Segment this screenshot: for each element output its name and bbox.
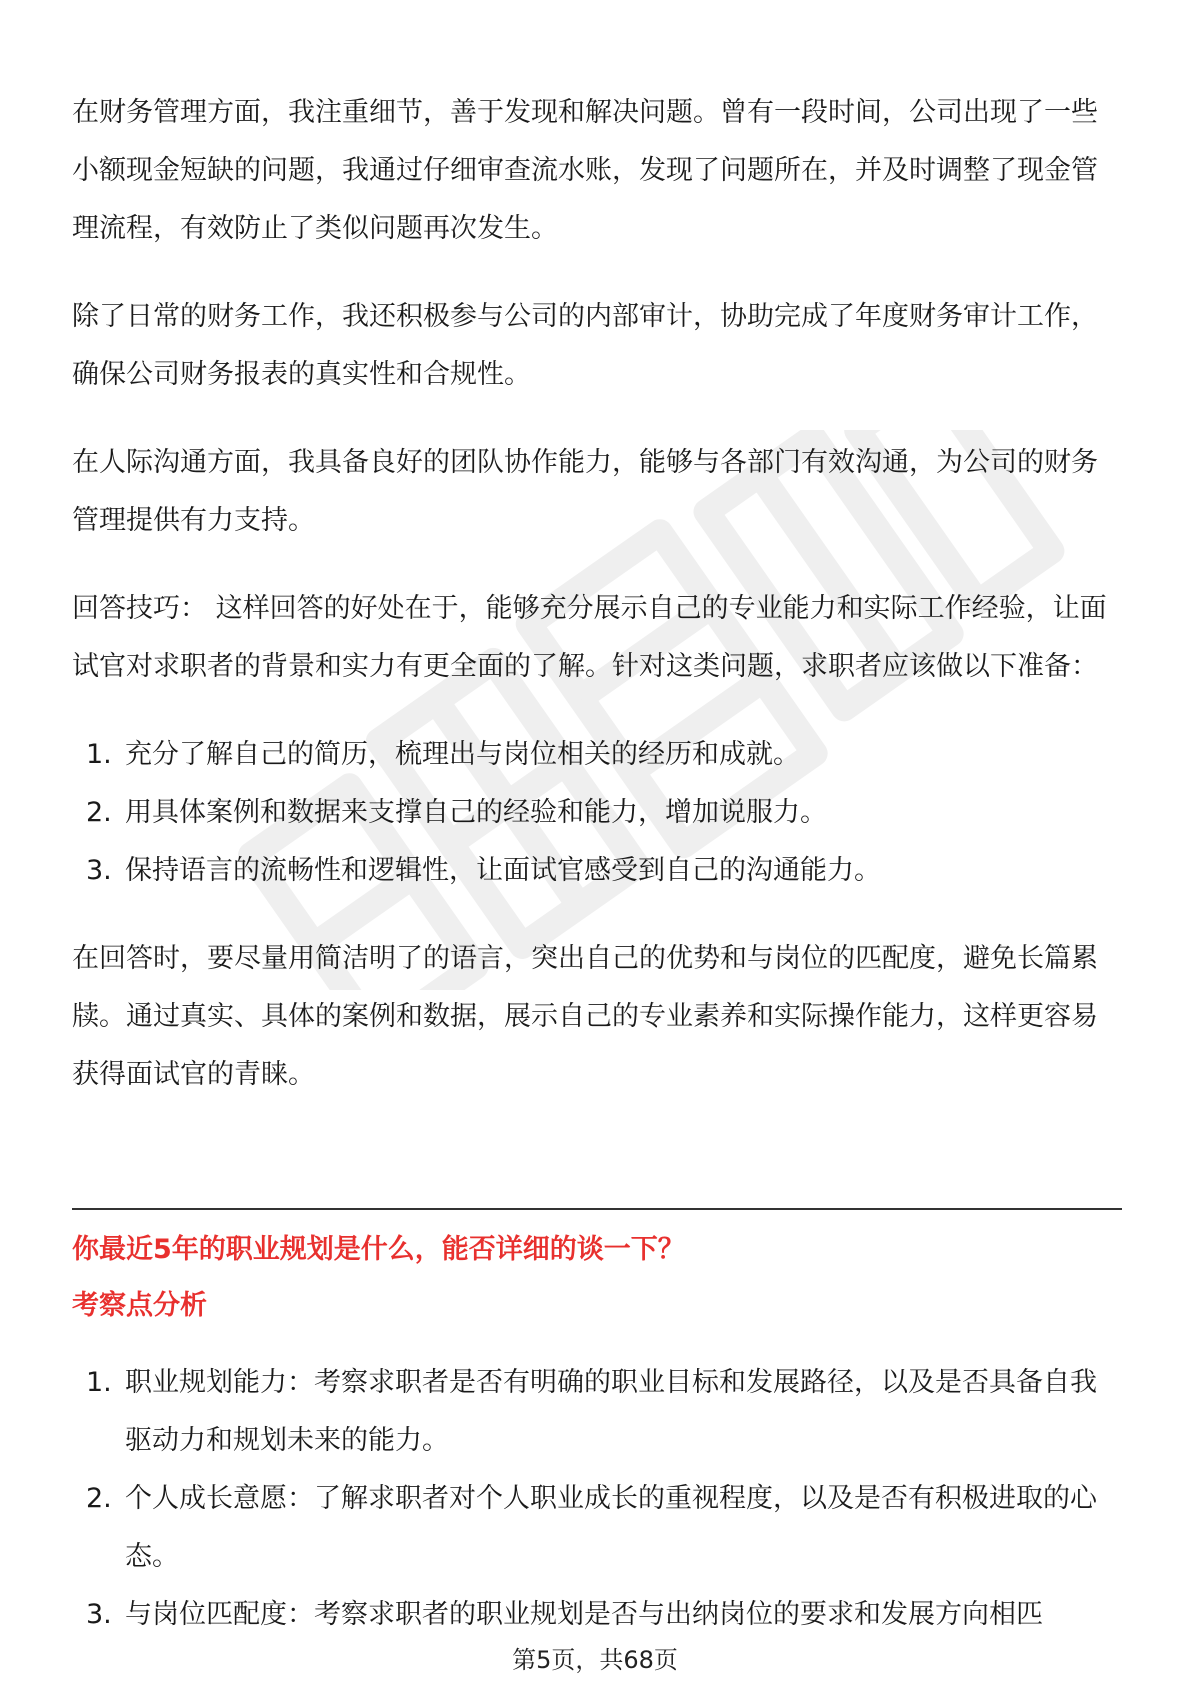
list-text: 与岗位匹配度：考察求职者的职业规划是否与出纳岗位的要求和发展方向相匹 [125, 1599, 1043, 1630]
list-number: 2. [86, 797, 112, 828]
section-divider [72, 1208, 1122, 1210]
question-section [72, 1222, 1122, 1674]
analysis-list [72, 1354, 1122, 1644]
list-item [72, 842, 1122, 900]
paragraph-closing: 在回答时，要尽量用简洁明了的语言，突出自己的优势和与岗位的匹配度，避免长篇累牍。通过真实、具体的案例和数据，展示自己的专业素养和实际操作能力，这样更容易获得面试官的青睐。 [72, 943, 1098, 1090]
page-body [72, 84, 1122, 1134]
paragraph-internal-audit: 除了日常的财务工作，我还积极参与公司的内部审计，协助完成了年度财务审计工作，确保公司财务报表的真实性和合规性。 [72, 301, 1098, 390]
paragraph-communication: 在人际沟通方面，我具备良好的团队协作能力，能够与各部门有效沟通，为公司的财务管理提供有力支持。 [72, 447, 1098, 536]
list-item [72, 726, 1122, 784]
list-item [72, 1586, 1122, 1644]
list-text: 保持语言的流畅性和逻辑性，让面试官感受到自己的沟通能力。 [125, 855, 881, 886]
list-item [72, 784, 1122, 842]
list-number: 3. [86, 855, 112, 886]
list-number: 2. [86, 1483, 112, 1514]
list-text: 充分了解自己的简历，梳理出与岗位相关的经历和成就。 [125, 739, 800, 770]
paragraph-finance-detail: 在财务管理方面，我注重细节，善于发现和解决问题。曾有一段时间，公司出现了一些小额现金短缺的问题，我通过仔细审查流水账，发现了问题所在，并及时调整了现金管理流程，有效防止了类似问题再次发生。 [72, 97, 1098, 244]
list-text: 职业规划能力：考察求职者是否有明确的职业目标和发展路径，以及是否具备自我驱动力和规划未来的能力。 [125, 1367, 1097, 1456]
list-number: 1. [86, 739, 112, 770]
list-item [72, 1470, 1122, 1586]
list-text: 用具体案例和数据来支撑自己的经验和能力，增加说服力。 [125, 797, 827, 828]
paragraph-answer-tips: 回答技巧： 这样回答的好处在于，能够充分展示自己的专业能力和实际工作经验，让面试官对求职者的背景和实力有更全面的了解。针对这类问题，求职者应该做以下准备： [72, 593, 1107, 682]
list-text: 个人成长意愿：了解求职者对个人职业成长的重视程度，以及是否有积极进取的心态。 [125, 1483, 1097, 1572]
list-number: 1. [86, 1367, 112, 1398]
list-item [72, 1354, 1122, 1470]
question-heading: 你最近5年的职业规划是什么，能否详细的谈一下？ [72, 1234, 685, 1265]
tips-list [72, 726, 1122, 900]
analysis-heading: 考察点分析 [72, 1290, 207, 1321]
page-number: 第5页，共68页 [512, 1646, 678, 1674]
list-number: 3. [86, 1599, 112, 1630]
